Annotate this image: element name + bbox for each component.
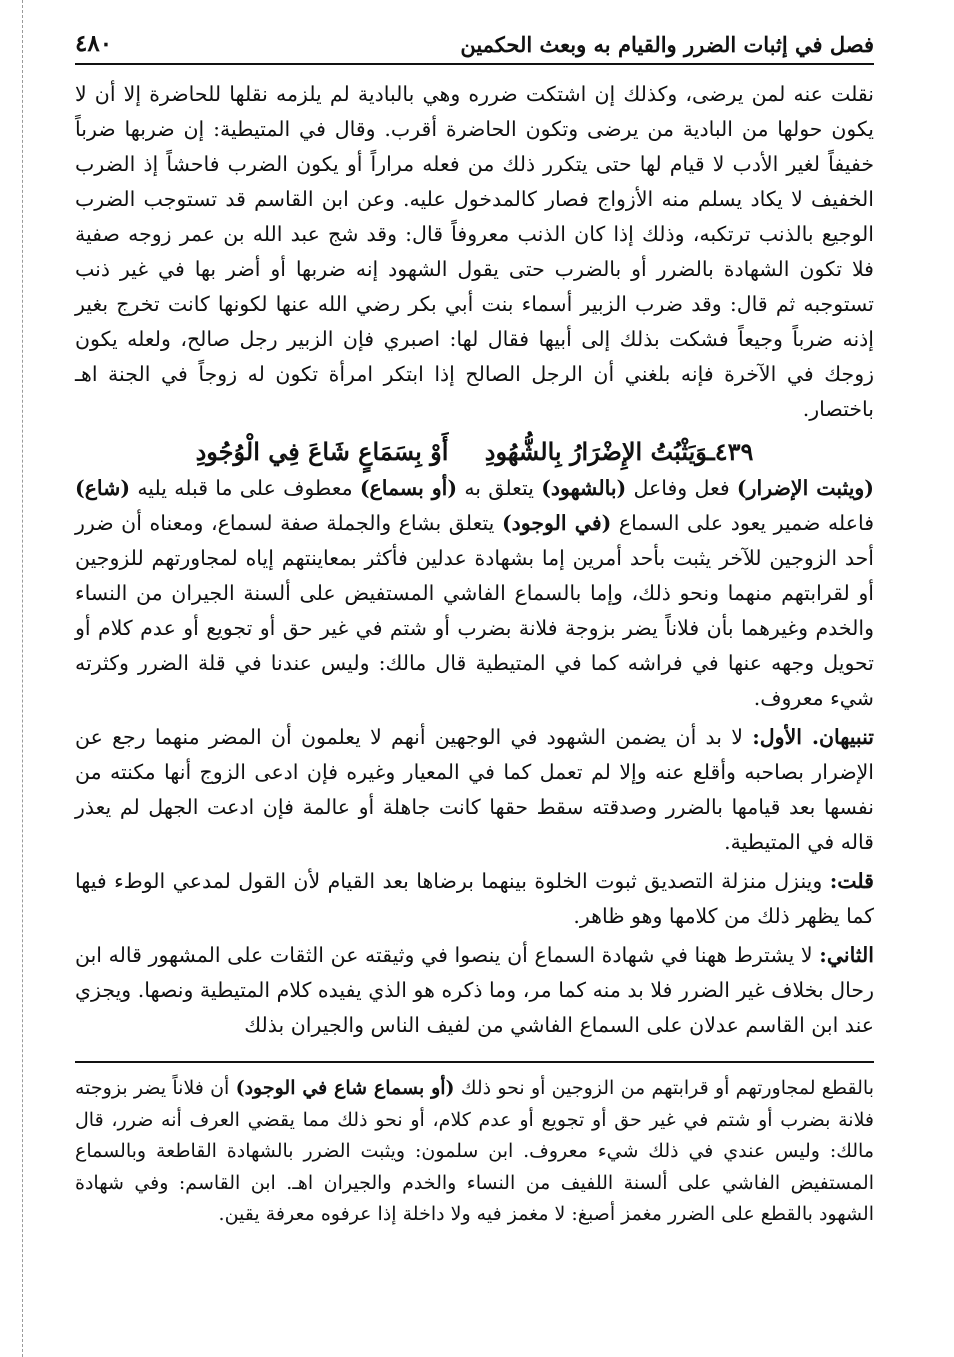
footnote-separator xyxy=(75,1061,874,1063)
bold-term: (بالشهود) xyxy=(541,476,627,500)
paragraph-1: نقلت عنه لمن يرضى، وكذلك إن اشتكت ضرره وهي بالبادية لم يلزمه نقلها للحاضرة إلا أن لا يكون حولها من البادية من يرضى وتكون الحاضرة أقرب. وقال في المتيطية: إن ضربها ضرباً خفيفاً لغير الأدب لا قيام لها حتى يتكرر ذلك من فعله مراراً أو يكون الضرب فاحشاً إذ الضرب الخفيف لا يكاد يسلم منه الأزواج فصار كالمدخول عليه. وعن ابن القاسم قد تستوجب الضرب الوجيع بالذنب ترتكبه، وذلك إذا كان الذنب معروفاً قال: وقد شج عبد الله بن عمر زوجه صفية فلا تكون الشهادة بالضرر أو بالضرب حتى يقول الشهود إنه ضربها أو أضر بها في غير ذنب تستوجبه ثم قال: وقد ضرب الزبير أسماء بنت أبي بكر رضي الله عنها لكونها كانت تخرج بغير إذنه ضرباً وجيعاً فشكت بذلك إلى أبيها فقال لها: اصبري فإن الزبير رجل صالح، ولعله يكون زوجك في الآخرة فإنه بلغني أن الرجل الصالح إذا ابتكر امرأة تكون له زوجاً في الجنة اهـ باختصار. xyxy=(75,82,874,421)
verse-number: ٤٣٩ـ xyxy=(707,437,754,466)
bold-term: (أو بسماع شاع في الوجود) xyxy=(235,1077,455,1099)
main-text xyxy=(75,77,874,1043)
bold-term: قلت: xyxy=(829,869,874,893)
text-run: يتعلق بشاع والجملة صفة لسماع، ومعناه أن ضرر أحد الزوجين للآخر يثبت بأحد أمرين إما بشهادة عدلين فأكثر بمعاينتهم إياه لمجاورتهم للزوجين أو لقرابتهم منهما ونحو ذلك، وإما بالسماع الفاشي المستفيض على ألسنة الجيران من النساء والخدم وغيرهما بأن فلاناً يضر بزوجة فلانة بضرب أو شتم في غير حق أو تجويع أو عدم كلام أو تحويل وجهه عنها في فراشه كما في المتيطية قال مالك: وليس عندنا في قلة الضرر وكثرته شيء معروف. xyxy=(75,511,874,710)
bold-term: (شاع) xyxy=(75,476,131,500)
bold-term: (أو بسماع) xyxy=(359,476,458,500)
text-run: لا بد أن يضمن الشهود في الوجهين أنهم لا يعلمون أن المضر منهما رجع عن الإضرار بصاحبه وأقلع عنه وإلا لم تعمل كما في المعيار وغيره فإن ادعى الزوج أنها مكنته من نفسها بعد قيامها بالضرر وصدقته سقط حقها كانت جاهلة أو عالمة فإن ادعت الجهل لم يعذر قاله في المتيطية. xyxy=(75,725,874,854)
footnote xyxy=(75,1073,874,1231)
footnote-text xyxy=(75,1073,874,1231)
text-run: يتعلق به xyxy=(457,476,542,500)
paragraph-4 xyxy=(75,864,874,934)
page-header xyxy=(75,30,874,65)
text-run: بالقطع لمجاورتهم أو قرابتهم من الزوجين أو نحو ذلك xyxy=(454,1077,874,1099)
verse-first-half: وَيَثْبُتُ الإِضْرَارُ بِالشُّهُودِ xyxy=(484,437,708,466)
scan-edge-line xyxy=(22,0,23,1357)
verse-439 xyxy=(75,435,874,469)
text-run: لا يشترط ههنا في شهادة السماع أن ينصوا في وثيقته عن الثقات على المشهور قاله ابن رحال بخلاف غير الضرر فلا بد منه كما مر، وما ذكره هو الذي يفيده كلام المتيطية ونصها. ويجزي عند ابن القاسم عدلان على السماع الفاشي من لفيف الناس والجيران بذلك xyxy=(75,943,874,1037)
text-run: فعل وفاعل xyxy=(626,476,737,500)
verse-hemistich-1 xyxy=(485,437,754,466)
text-run: فاعله ضمير يعود على السماع xyxy=(611,511,874,535)
running-title: فصل في إثبات الضرر والقيام به وبعث الحكمين xyxy=(460,32,874,57)
text-run: وينزل منزلة التصديق ثبوت الخلوة بينهما برضاها بعد القيام لأن القول لمدعي الوطء فيها كما يظهر ذلك من كلامها وهو ظاهر. xyxy=(75,869,874,928)
bold-term: الثاني: xyxy=(819,943,874,967)
text-run: معطوف على ما قبله يليه xyxy=(130,476,360,500)
bold-term: تنبيهان. الأول: xyxy=(752,725,874,749)
verse-hemistich-2: أَوْ بِسَمَاعٍ شَاعَ فِي الْوُجُودِ xyxy=(195,437,449,466)
paragraph-3 xyxy=(75,720,874,860)
bold-term: (في الوجود) xyxy=(501,511,612,535)
paragraph-2 xyxy=(75,471,874,716)
page-number: ٤٨٠ xyxy=(75,30,113,57)
bold-term: (ويثبت الإضرار) xyxy=(736,476,874,500)
text-run: أن فلاناً يضر بزوجته فلانة بضرب أو شتم في غير حق أو تجويع أو عدم كلام، أو نحو ذلك مما يقضي العرف أنه ضرر، قال مالك: وليس عندي في ذلك شيء معروف. ابن سلمون: ويثبت الضرر بالشهادة القاطعة وبالسماع المستفيض الفاشي على ألسنة اللفيف من النساء والخدم والجيران اهـ. ابن القاسم: وفي شهادة الشهود بالقطع على الضرر مغمز أصبغ: لا مغمز فيه ولا داخلة إذا عرفوه معرفة يقين. xyxy=(75,1077,874,1225)
paragraph-5 xyxy=(75,938,874,1043)
